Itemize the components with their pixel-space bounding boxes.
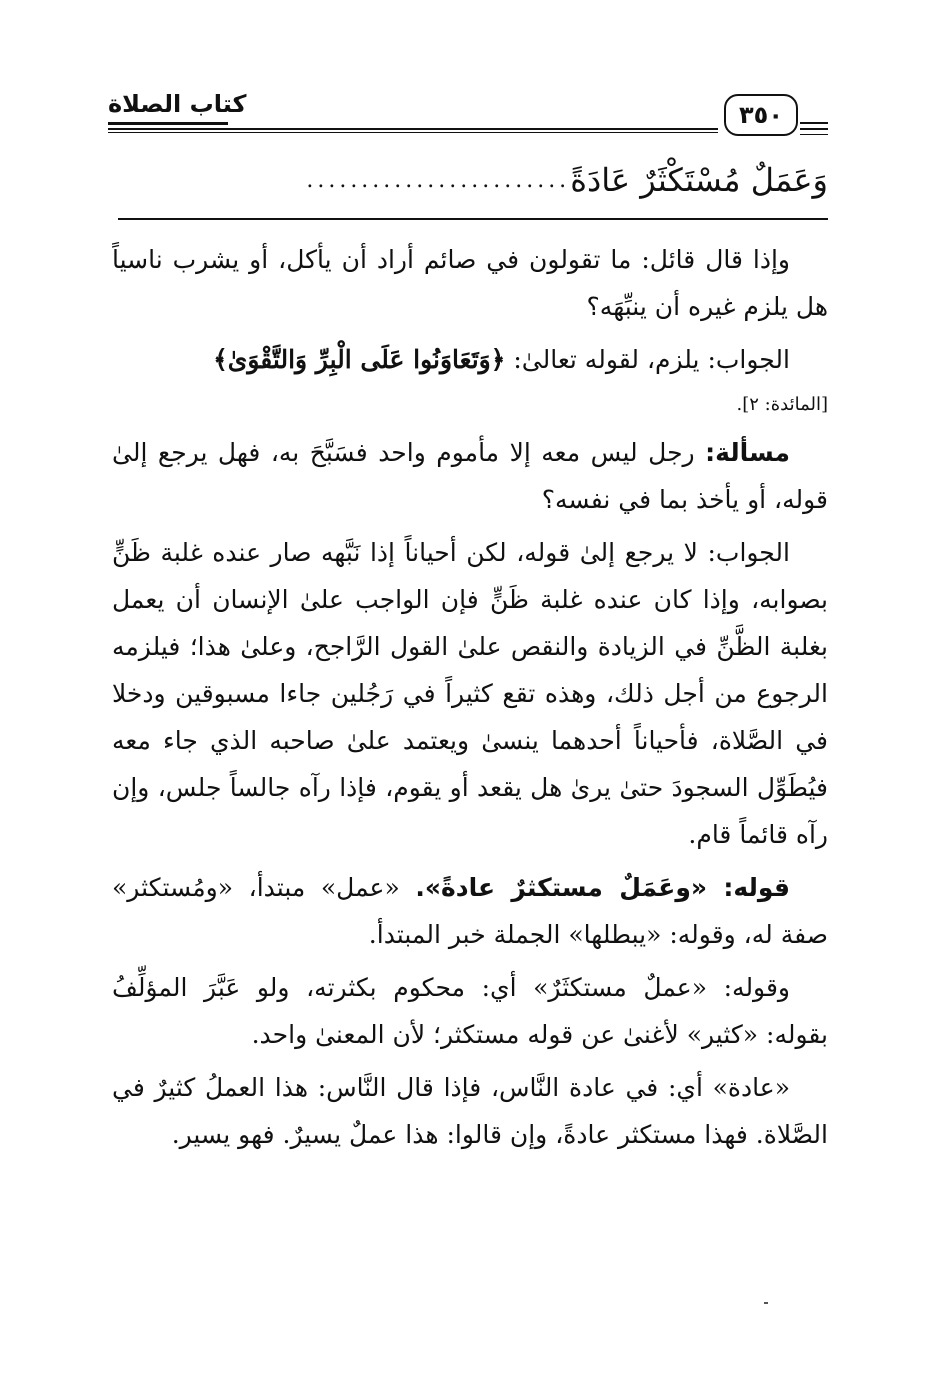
title-underline bbox=[108, 122, 228, 125]
page-number: ٣٥٠ bbox=[739, 101, 783, 129]
verse-citation: [المائدة: ٢]. bbox=[736, 394, 828, 415]
header-rule-thin bbox=[108, 132, 718, 133]
paragraph-aadah: «عادة» أي: في عادة النَّاس، فإذا قال النَّاس: هذا العملُ كثيرٌ في الصَّلاة. فهذا مستكثر عادةً، وإن قالوا: هذا عملٌ يسيرٌ. فهو يسير. bbox=[112, 1073, 828, 1149]
print-mark bbox=[764, 1302, 768, 1304]
commentary-body bbox=[112, 236, 828, 1316]
quran-verse: ﴿وَتَعَاوَنُوا عَلَى الْبِرِّ وَالتَّقْوَىٰ﴾ bbox=[213, 345, 506, 374]
paragraph-matn-commentary bbox=[112, 864, 828, 958]
running-header bbox=[108, 88, 828, 138]
header-rule-right-3 bbox=[800, 134, 828, 135]
paragraph-mustakthar: وقوله: «عملٌ مستكثَرٌ» أي: محكوم بكثرته، ولو عَبَّرَ المؤلِّفُ بقوله: «كثير» لأغنىٰ عن قوله مستكثر؛ لأن المعنىٰ واحد. bbox=[112, 973, 828, 1049]
paragraph-answer-fasting bbox=[112, 336, 828, 383]
matn-separator bbox=[118, 218, 828, 220]
matn-text: وَعَمَلٌ مُسْتَكْثَرٌ عَادَةً bbox=[570, 161, 828, 199]
commentary-lead: قوله: «وعَمَلٌ مستكثرٌ عادةً». bbox=[415, 873, 790, 902]
page-number-box bbox=[724, 94, 798, 136]
paragraph-issue bbox=[112, 429, 828, 523]
commentary-text: «عمل» مبتدأ، «ومُستكثر» صفة له، وقوله: «يبطلها» الجملة خبر المبتدأ. bbox=[112, 873, 828, 949]
paragraph-answer-issue: الجواب: لا يرجع إلىٰ قوله، لكن أحياناً إذا نَبَّهه صار عنده غلبة ظَنٍّ بصوابه، وإذا كان عنده غلبة ظَنٍّ فإن الواجب علىٰ الإنسان أن يعمل بغلبة الظَّنِّ في الزيادة والنقص علىٰ القول الرَّاجح، وعلىٰ هذا؛ فيلزمه الرجوع من أجل ذلك، وهذه تقع كثيراً في رَجُلين جاءا مسبوقين ودخلا في الصَّلاة، فأحياناً أحدهما ينسىٰ ويعتمد علىٰ صاحبه الذي جاء معه فيُطَوِّل السجودَ حتىٰ يرىٰ هل يقعد أو يقوم، فإذا رآه جالساً جلس، وإن رآه قائماً قام. bbox=[112, 538, 828, 849]
matn-dots: ........................ bbox=[306, 167, 571, 193]
paragraph-question-fasting: وإذا قال قائل: ما تقولون في صائم أراد أن يأكل، أو يشرب ناسياً هل يلزم غيره أن ينبِّهَه؟ bbox=[112, 245, 828, 321]
header-rule bbox=[108, 128, 718, 130]
issue-text: رجل ليس معه إلا مأموم واحد فسَبَّحَ به، فهل يرجع إلىٰ قوله، أو يأخذ بما في نفسه؟ bbox=[112, 438, 828, 514]
header-rule-right-1 bbox=[800, 122, 828, 124]
matn-line bbox=[112, 150, 828, 210]
answer-lead: الجواب: يلزم، لقوله تعالىٰ: bbox=[505, 345, 790, 374]
book-title: كتاب الصلاة bbox=[108, 90, 247, 118]
header-rule-right-2 bbox=[800, 128, 828, 130]
issue-label: مسألة: bbox=[705, 438, 790, 467]
